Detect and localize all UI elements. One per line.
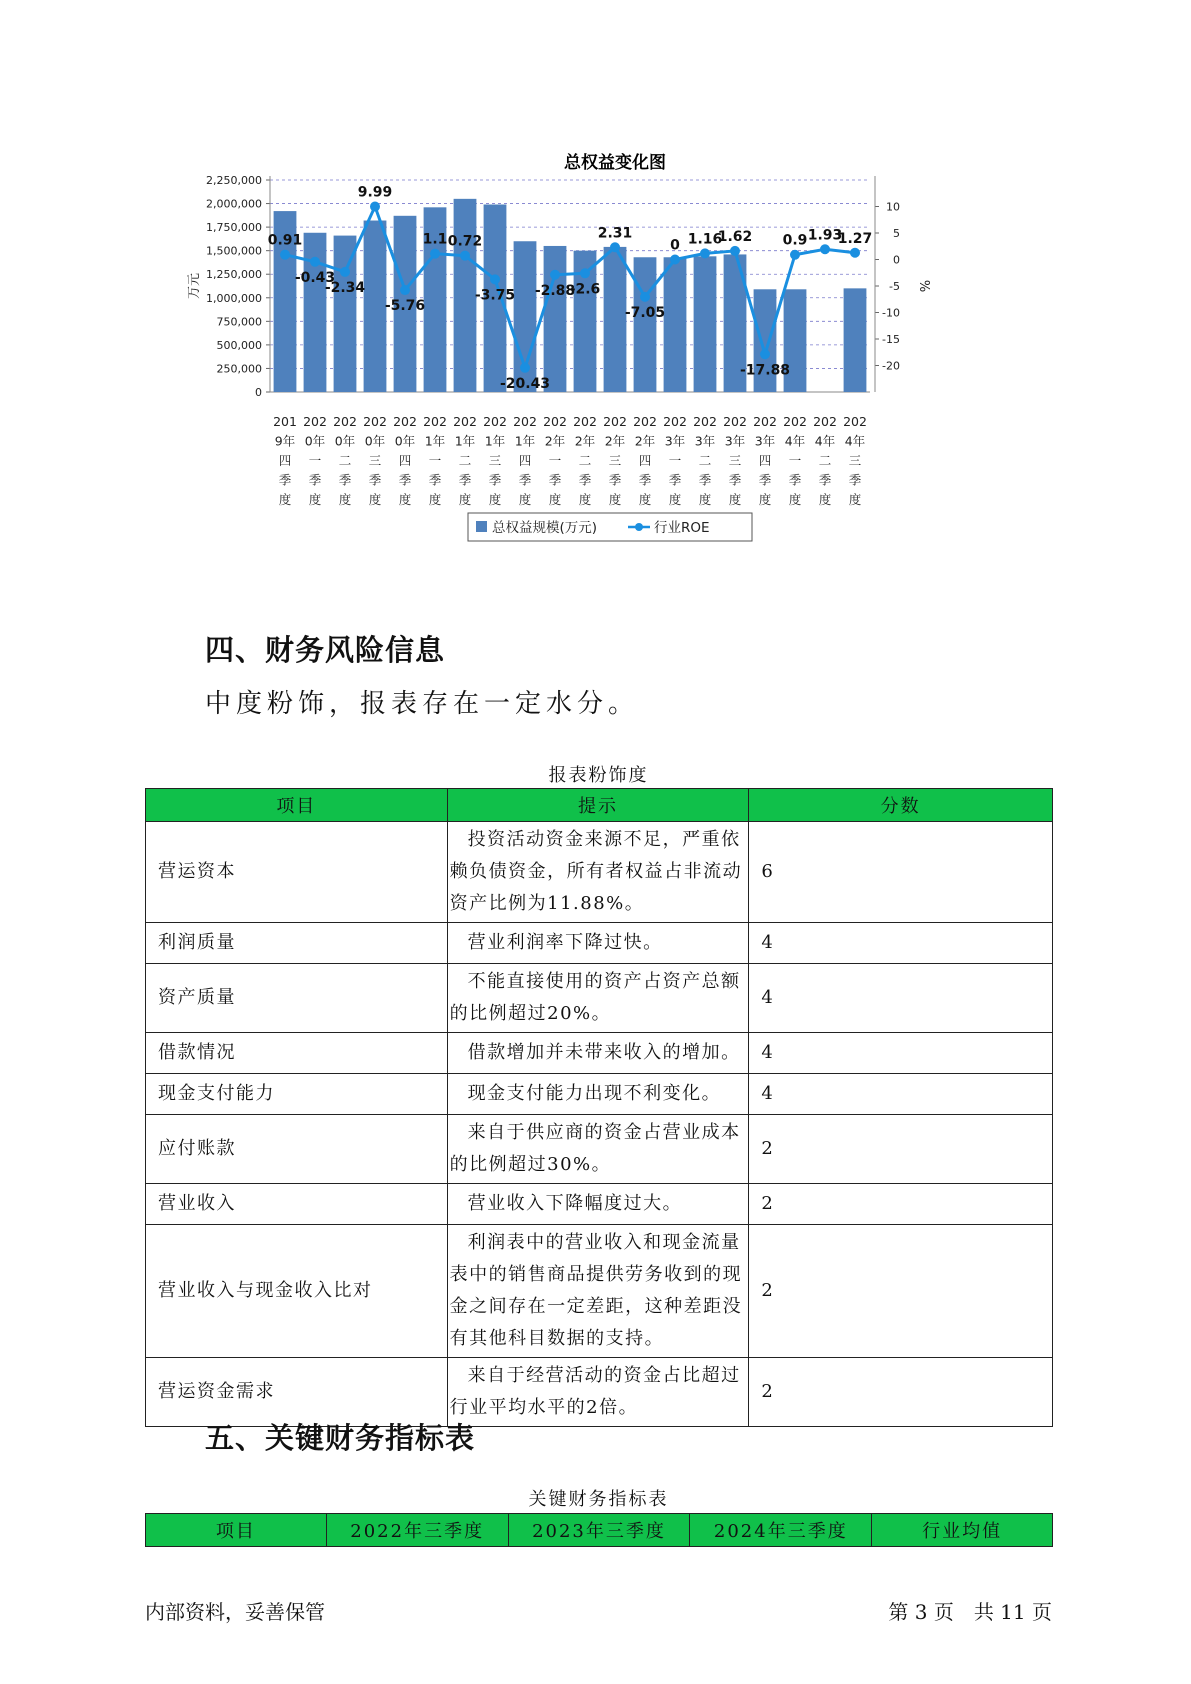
- row-tip: 投资活动资金来源不足，严重依赖负债资金，所有者权益占非流动资产比例为11.88%。: [447, 822, 749, 923]
- x-tick-label: 二: [698, 453, 712, 468]
- roe-point: [850, 248, 860, 258]
- roe-point: [310, 257, 320, 267]
- roe-data-label: 1.27: [837, 230, 873, 247]
- row-score: 4: [749, 1074, 1053, 1115]
- x-tick-label: 季: [788, 472, 802, 488]
- x-tick-label: 度: [488, 492, 502, 507]
- x-tick-label: 202: [363, 414, 387, 429]
- x-tick-label: 季: [698, 472, 712, 488]
- x-tick-label: 度: [458, 492, 472, 507]
- bar: [604, 247, 627, 392]
- roe-point: [550, 270, 560, 280]
- x-tick-label: 202: [723, 414, 747, 429]
- y-tick-label: 500,000: [216, 338, 262, 352]
- x-tick-label: 度: [368, 492, 382, 507]
- table-row: [146, 822, 1053, 923]
- x-tick-label: 2年: [544, 433, 566, 449]
- bar: [634, 257, 657, 392]
- roe-data-label: -2.6: [569, 281, 601, 298]
- row-score: 4: [749, 923, 1053, 964]
- x-tick-label: 三: [488, 453, 502, 468]
- x-tick-label: 4年: [784, 433, 806, 449]
- x-tick-label: 202: [753, 414, 777, 429]
- x-tick-label: 季: [758, 472, 772, 488]
- x-tick-label: 3年: [724, 433, 746, 449]
- roe-data-label: 0.91: [267, 232, 303, 249]
- x-tick-label: 季: [548, 472, 562, 488]
- row-score: 4: [749, 1033, 1053, 1074]
- bar: [544, 246, 567, 392]
- roe-point: [820, 244, 830, 254]
- x-tick-label: 201: [273, 414, 297, 429]
- row-item: 营运资本: [146, 822, 448, 923]
- x-tick-label: 二: [458, 453, 472, 468]
- x-tick-label: 2年: [634, 433, 656, 449]
- row-item: 营运资金需求: [146, 1358, 448, 1427]
- y-tick-label: 1,000,000: [206, 291, 262, 305]
- x-tick-label: 202: [483, 414, 507, 429]
- x-tick-label: 四: [638, 453, 652, 468]
- roe-point: [430, 249, 440, 259]
- roe-data-label: -0.43: [294, 269, 336, 286]
- x-tick-label: 2年: [574, 433, 596, 449]
- legend-bar-swatch: [476, 521, 487, 532]
- roe-data-label: -2.34: [324, 279, 366, 296]
- header-item: 项目: [146, 789, 448, 822]
- bar: [334, 236, 357, 392]
- equity-chart: [180, 138, 1040, 593]
- x-tick-label: 0年: [394, 433, 416, 449]
- row-item: 营业收入与现金收入比对: [146, 1225, 448, 1358]
- y2-tick-label: -5: [889, 280, 900, 293]
- x-tick-label: 4年: [814, 433, 836, 449]
- roe-data-label: -3.75: [474, 287, 516, 304]
- row-tip: 来自于经营活动的资金占比超过行业平均水平的2倍。: [447, 1358, 749, 1427]
- x-tick-label: 202: [543, 414, 567, 429]
- risk-table-header: [146, 789, 1053, 822]
- y-tick-label: 2,250,000: [206, 174, 262, 187]
- roe-point: [280, 250, 290, 260]
- row-tip: 借款增加并未带来收入的增加。: [447, 1033, 749, 1074]
- legend-line-marker: [635, 523, 643, 531]
- roe-data-label: -2.88: [534, 282, 576, 299]
- x-tick-label: 度: [398, 492, 412, 507]
- x-tick-label: 季: [728, 472, 742, 488]
- x-tick-label: 季: [578, 472, 592, 488]
- header-period: 2022年三季度: [326, 1514, 508, 1547]
- table-row: [146, 1184, 1053, 1225]
- x-tick-label: 一: [668, 453, 682, 468]
- roe-data-label: 0: [670, 237, 680, 254]
- bar: [664, 257, 687, 392]
- x-tick-label: 1年: [454, 433, 476, 449]
- roe-point: [700, 248, 710, 258]
- x-tick-label: 四: [278, 453, 292, 468]
- row-tip: 营业利润率下降过快。: [447, 923, 749, 964]
- x-tick-label: 3年: [694, 433, 716, 449]
- x-tick-label: 度: [728, 492, 742, 507]
- chart-title: 总权益变化图: [564, 153, 666, 173]
- x-tick-label: 度: [278, 492, 292, 507]
- row-tip: 来自于供应商的资金占营业成本的比例超过30%。: [447, 1115, 749, 1184]
- y2-tick-label: -15: [882, 333, 900, 346]
- roe-data-label: -5.76: [384, 298, 426, 315]
- x-tick-label: 三: [848, 453, 862, 468]
- x-tick-label: 二: [338, 453, 352, 468]
- x-tick-label: 季: [278, 472, 292, 488]
- y2-tick-label: 10: [886, 200, 900, 214]
- roe-data-label: -20.43: [499, 375, 551, 392]
- bar: [364, 221, 387, 392]
- x-tick-label: 二: [578, 453, 592, 468]
- roe-data-label: -7.05: [624, 304, 666, 321]
- x-tick-label: 202: [813, 414, 837, 429]
- row-score: 4: [749, 964, 1053, 1033]
- x-tick-label: 1年: [424, 433, 446, 449]
- x-tick-label: 202: [843, 414, 867, 429]
- table-row: [146, 1225, 1053, 1358]
- roe-data-label: 1.16: [687, 231, 723, 248]
- roe-point: [790, 250, 800, 260]
- bar: [304, 233, 327, 392]
- x-tick-label: 202: [783, 414, 807, 429]
- row-item: 利润质量: [146, 923, 448, 964]
- roe-point: [640, 292, 650, 302]
- roe-point: [610, 242, 620, 252]
- x-tick-label: 季: [518, 472, 532, 488]
- x-tick-label: 9年: [274, 433, 296, 449]
- roe-data-label: 1.93: [807, 227, 843, 244]
- row-tip: 营业收入下降幅度过大。: [447, 1184, 749, 1225]
- section-four-title: 四、财务风险信息: [205, 633, 446, 667]
- x-tick-label: 度: [818, 492, 832, 507]
- x-tick-label: 季: [668, 472, 682, 488]
- y2-tick-label: 0: [893, 253, 900, 267]
- table-row: [146, 923, 1053, 964]
- x-tick-label: 度: [668, 492, 682, 507]
- x-tick-label: 202: [303, 414, 327, 429]
- roe-point: [670, 255, 680, 265]
- row-item: 借款情况: [146, 1033, 448, 1074]
- x-tick-label: 度: [428, 492, 442, 507]
- x-tick-label: 一: [548, 453, 562, 468]
- x-tick-label: 四: [518, 453, 532, 468]
- x-tick-label: 202: [513, 414, 537, 429]
- x-tick-label: 季: [608, 472, 622, 488]
- risk-table-caption: 报表粉饰度: [548, 765, 649, 786]
- table-row: [146, 1074, 1053, 1115]
- roe-point: [580, 268, 590, 278]
- x-tick-label: 一: [308, 453, 322, 468]
- y2-tick-label: 5: [893, 227, 900, 240]
- roe-point: [370, 202, 380, 212]
- roe-point: [520, 363, 530, 373]
- x-tick-label: 度: [698, 492, 712, 507]
- header-tip: 提示: [447, 789, 749, 822]
- x-tick-label: 一: [428, 453, 442, 468]
- table-row: [146, 1115, 1053, 1184]
- page-number: 第 3 页 共 11 页: [888, 1600, 1052, 1624]
- y2-tick-label: -10: [882, 306, 900, 320]
- key-table: [145, 1513, 1053, 1547]
- x-tick-label: 季: [308, 472, 322, 488]
- x-tick-label: 202: [603, 414, 627, 429]
- y-tick-label: 1,750,000: [206, 221, 262, 235]
- x-tick-label: 三: [368, 453, 382, 468]
- x-tick-label: 2年: [604, 433, 626, 449]
- row-score: 2: [749, 1358, 1053, 1427]
- x-tick-label: 202: [423, 414, 447, 429]
- y-tick-label: 0: [255, 386, 262, 399]
- row-tip: 现金支付能力出现不利变化。: [447, 1074, 749, 1115]
- header-industry-avg: 行业均值: [872, 1514, 1053, 1547]
- bar: [844, 288, 867, 392]
- header-item: 项目: [146, 1514, 327, 1547]
- row-item: 营业收入: [146, 1184, 448, 1225]
- header-period: 2024年三季度: [690, 1514, 872, 1547]
- bar: [694, 256, 717, 392]
- row-score: 2: [749, 1115, 1053, 1184]
- x-tick-label: 度: [548, 492, 562, 507]
- x-tick-label: 季: [488, 472, 502, 488]
- plot-area: [187, 174, 931, 541]
- x-tick-label: 三: [728, 453, 742, 468]
- x-tick-label: 季: [398, 472, 412, 488]
- roe-point: [340, 267, 350, 277]
- x-tick-label: 度: [638, 492, 652, 507]
- y-tick-label: 750,000: [216, 315, 262, 329]
- section-four-text: 中度粉饰，报表存在一定水分。: [205, 689, 640, 719]
- x-tick-label: 季: [638, 472, 652, 488]
- x-tick-label: 4年: [844, 433, 866, 449]
- x-tick-label: 202: [693, 414, 717, 429]
- section-five-title: 五、关键财务指标表: [205, 1421, 476, 1455]
- x-tick-label: 季: [818, 472, 832, 488]
- roe-data-label: 1.1: [422, 231, 448, 248]
- x-tick-label: 度: [578, 492, 592, 507]
- x-tick-label: 季: [848, 472, 862, 488]
- x-tick-label: 度: [608, 492, 622, 507]
- roe-data-label: -17.88: [739, 362, 791, 379]
- x-tick-label: 季: [458, 472, 472, 488]
- y-tick-label: 2,000,000: [206, 197, 262, 211]
- table-row: [146, 964, 1053, 1033]
- x-tick-label: 季: [338, 472, 352, 488]
- x-tick-label: 度: [788, 492, 802, 507]
- x-tick-label: 1年: [514, 433, 536, 449]
- x-tick-label: 二: [818, 453, 832, 468]
- x-tick-label: 0年: [364, 433, 386, 449]
- x-tick-label: 度: [518, 492, 532, 507]
- roe-point: [760, 349, 770, 359]
- x-tick-label: 202: [453, 414, 477, 429]
- roe-data-label: 0.72: [447, 233, 483, 250]
- roe-point: [490, 274, 500, 284]
- key-table-header: [146, 1514, 1053, 1547]
- roe-data-label: 0.9: [782, 232, 808, 249]
- x-tick-label: 202: [633, 414, 657, 429]
- roe-data-label: 9.99: [357, 184, 393, 201]
- row-score: 2: [749, 1225, 1053, 1358]
- row-item: 现金支付能力: [146, 1074, 448, 1115]
- footer-note: 内部资料，妥善保管: [145, 1600, 325, 1624]
- roe-point: [730, 246, 740, 256]
- x-tick-label: 202: [333, 414, 357, 429]
- x-tick-label: 3年: [754, 433, 776, 449]
- x-tick-label: 1年: [484, 433, 506, 449]
- x-tick-label: 0年: [334, 433, 356, 449]
- x-tick-label: 3年: [664, 433, 686, 449]
- risk-table: [145, 788, 1053, 1427]
- key-table-caption: 关键财务指标表: [528, 1489, 669, 1510]
- x-tick-label: 202: [573, 414, 597, 429]
- legend-line-label: 行业ROE: [654, 520, 710, 536]
- x-tick-label: 四: [758, 453, 772, 468]
- bar: [454, 199, 477, 392]
- table-row: [146, 1033, 1053, 1074]
- header-score: 分数: [749, 789, 1053, 822]
- x-tick-label: 0年: [304, 433, 326, 449]
- roe-data-label: 2.31: [597, 225, 633, 242]
- x-tick-label: 度: [338, 492, 352, 507]
- y2-axis-title: %: [916, 279, 931, 293]
- x-tick-label: 202: [663, 414, 687, 429]
- x-tick-label: 三: [608, 453, 622, 468]
- row-score: 2: [749, 1184, 1053, 1225]
- row-item: 应付账款: [146, 1115, 448, 1184]
- row-tip: 利润表中的营业收入和现金流量表中的销售商品提供劳务收到的现金之间存在一定差距，这种差距没有其他科目数据的支持。: [447, 1225, 749, 1358]
- x-tick-label: 一: [788, 453, 802, 468]
- x-tick-label: 四: [398, 453, 412, 468]
- x-tick-label: 季: [368, 472, 382, 488]
- row-item: 资产质量: [146, 964, 448, 1033]
- roe-point: [460, 251, 470, 261]
- roe-point: [400, 285, 410, 295]
- x-tick-label: 季: [428, 472, 442, 488]
- y-axis-title: 万元: [187, 272, 202, 300]
- y-tick-label: 1,250,000: [206, 268, 262, 282]
- x-tick-label: 度: [308, 492, 322, 507]
- y-tick-label: 250,000: [216, 362, 262, 376]
- x-tick-label: 202: [393, 414, 417, 429]
- row-score: 6: [749, 822, 1053, 923]
- x-tick-label: 度: [758, 492, 772, 507]
- x-tick-label: 度: [848, 492, 862, 507]
- y-tick-label: 1,500,000: [206, 244, 262, 258]
- header-period: 2023年三季度: [508, 1514, 690, 1547]
- roe-data-label: 1.62: [717, 228, 753, 245]
- y2-tick-label: -20: [882, 359, 900, 373]
- legend-bar-label: 总权益规模(万元): [492, 520, 598, 536]
- row-tip: 不能直接使用的资产占资产总额的比例超过20%。: [447, 964, 749, 1033]
